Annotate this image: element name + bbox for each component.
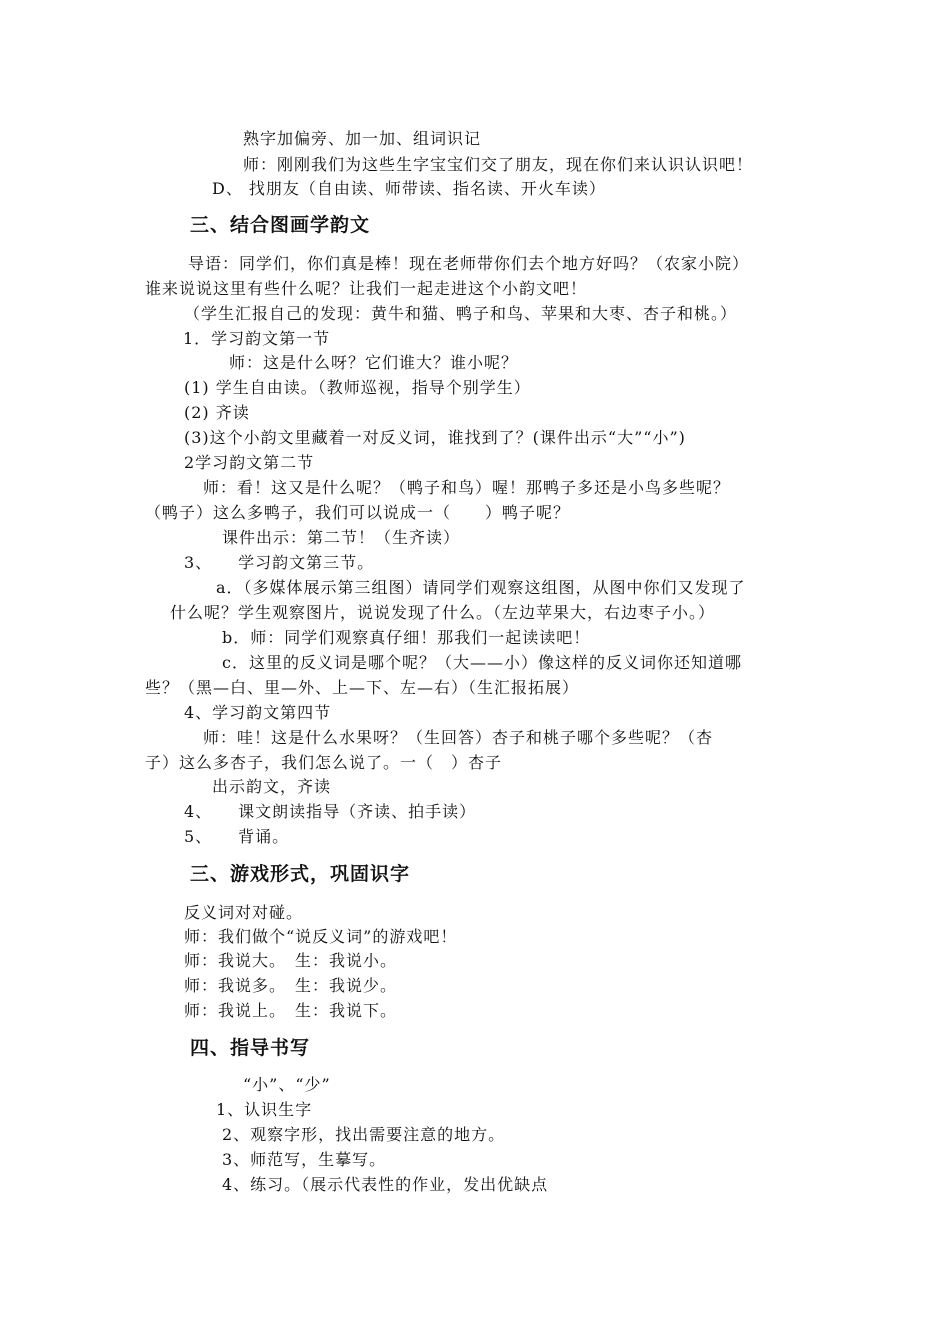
text-line: (3)这个小韵文里藏着一对反义词，谁找到了？(课件出示“大”“小”)	[184, 428, 686, 447]
text-line: 出示韵文，齐读	[212, 777, 332, 796]
text-line: 师：我们做个“说反义词”的游戏吧！	[184, 927, 458, 946]
text-line: 2学习韵文第二节	[184, 453, 315, 472]
text-line: 师：我说多。 生：我说少。	[184, 976, 398, 995]
text-line: 1、认识生字	[216, 1100, 313, 1119]
text-line: （学生汇报自己的发现：黄牛和猫、鸭子和鸟、苹果和大枣、杏子和桃。）	[184, 304, 738, 323]
text-line: 5、 背诵。	[184, 827, 290, 846]
text-line: 些？（黑—白、里—外、上—下、左—右）（生汇报拓展）	[145, 678, 580, 697]
text-line: 1．学习韵文第一节	[183, 329, 331, 348]
text-line: “小”、“少”	[243, 1075, 331, 1094]
text-line: 4、练习。（展示代表性的作业，发出优缺点	[222, 1175, 549, 1194]
text-line: 师：我说大。 生：我说小。	[184, 951, 398, 970]
section-heading: 三、游戏形式，巩固识字	[190, 863, 411, 885]
text-line: 4、学习韵文第四节	[184, 703, 332, 722]
text-line: 熟字加偏旁、加一加、组词识记	[243, 129, 482, 148]
text-line: 什么呢？学生观察图片，说说发现了什么。（左边苹果大，右边枣子小。）	[170, 603, 716, 622]
text-line: 课件出示：第二节！（生齐读）	[222, 528, 461, 547]
text-line: 师：刚刚我们为这些生字宝宝们交了朋友，现在你们来认识认识吧！	[243, 155, 754, 174]
text-line: 谁来说说这里有些什么呢？让我们一起走进这个小韵文吧！	[145, 279, 588, 298]
text-line: 4、 课文朗读指导（齐读、拍手读）	[184, 802, 477, 821]
text-line: 导语：同学们，你们真是棒！现在老师带你们去个地方好吗？（农家小院）	[188, 254, 750, 273]
text-line: 师：哇！这是什么水果呀？（生回答）杏子和桃子哪个多些呢？（杏	[203, 728, 714, 747]
text-line: 师：这是什么呀？它们谁大？谁小呢？	[229, 353, 519, 372]
text-line: 2、观察字形，找出需要注意的地方。	[222, 1125, 506, 1144]
text-line: 3、师范写，生摹写。	[222, 1150, 387, 1169]
text-line: （鸭子）这么多鸭子，我们可以说成一（ ）鸭子呢？	[145, 503, 571, 522]
text-line: 3、 学习韵文第三节。	[184, 553, 375, 572]
text-line: 反义词对对碰。	[184, 903, 304, 922]
text-line: c．这里的反义词是哪个呢？（大——小）像这样的反义词你还知道哪	[222, 653, 742, 672]
text-line: (2) 齐读	[184, 403, 250, 422]
text-line: (1) 学生自由读。（教师巡视，指导个别学生）	[184, 378, 531, 397]
text-line: a．（多媒体展示第三组图）请同学们观察这组图，从图中你们又发现了	[216, 578, 746, 597]
text-line: D、 找朋友（自由读、师带读、指名读、开火车读）	[212, 179, 606, 198]
section-heading: 三、结合图画学韵文	[190, 214, 371, 236]
text-line: 师：看！这又是什么呢？（鸭子和鸟）喔！那鸭子多还是小鸟多些呢？	[203, 478, 731, 497]
text-line: b．师：同学们观察真仔细！那我们一起读读吧！	[222, 628, 591, 647]
text-line: 子）这么多杏子，我们怎么说了。一（ ）杏子	[145, 753, 503, 772]
text-line: 师：我说上。 生：我说下。	[184, 1001, 398, 1020]
section-heading: 四、指导书写	[190, 1037, 311, 1059]
